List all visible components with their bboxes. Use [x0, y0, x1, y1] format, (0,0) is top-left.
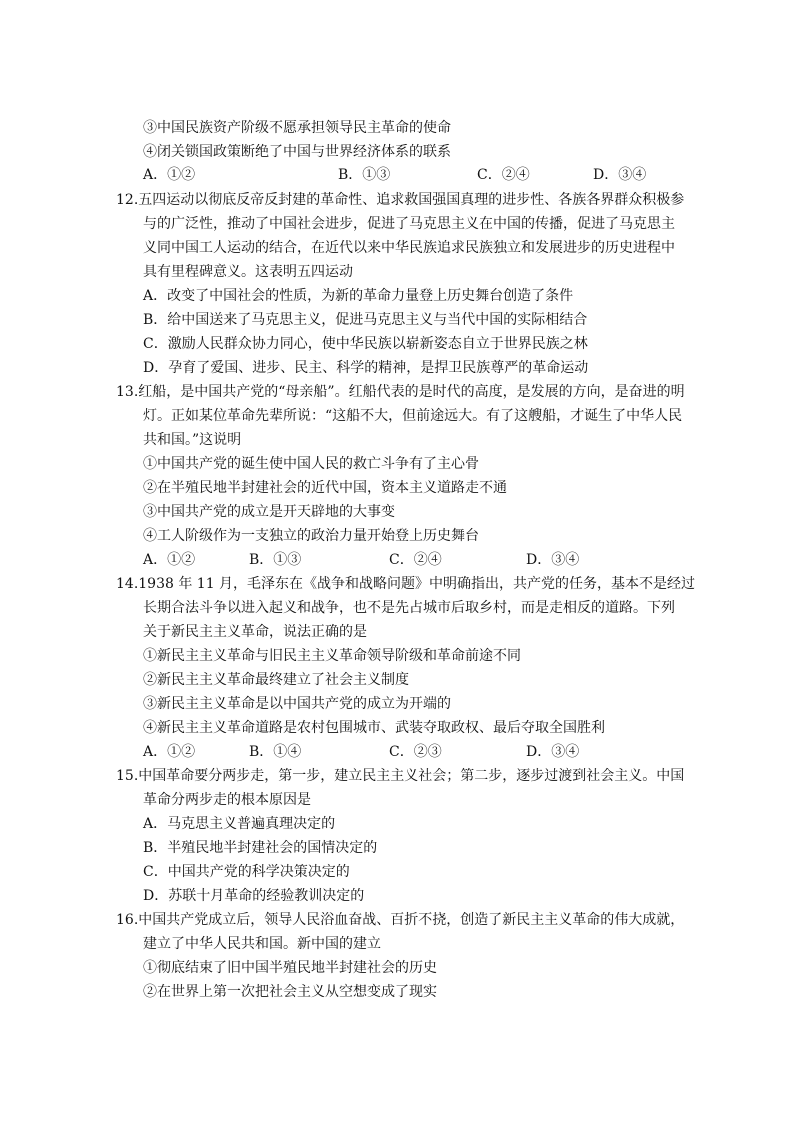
q13-stem-line-1: 13.红船，是中国共产党的“母亲船”。红船代表的是时代的高度，是发展的方向，是奋进的明 [116, 384, 685, 400]
q14-stem-line-1: 14.1938 年 11 月，毛泽东在《战争和战略问题》中明确指出，共产党的任务，基本不是经过 [116, 576, 696, 592]
q16-stem-line-1: 16.中国共产党成立后，领导人民浴血奋战、百折不挠，创造了新民主主义革命的伟大成就， [116, 912, 685, 928]
q12-choice-b[interactable]: B．给中国送来了马克思主义，促进马克思主义与当代中国的实际相结合 [143, 312, 588, 328]
q13-option-c[interactable]: C．②④ [389, 552, 442, 568]
q11-statement-3: ③中国民族资产阶级不愿承担领导民主革命的使命 [143, 120, 451, 136]
q11-statement-4: ④闭关锁国政策断绝了中国与世界经济体系的联系 [143, 144, 451, 160]
q13-statement-1: ①中国共产党的诞生使中国人民的救亡斗争有了主心骨 [143, 456, 479, 472]
q11-option-a[interactable]: A．①② [143, 167, 196, 183]
q12-choice-c[interactable]: C．激励人民群众协力同心，使中华民族以崭新姿态自立于世界民族之林 [143, 336, 588, 352]
q15-choice-a[interactable]: A．马克思主义普遍真理决定的 [143, 816, 336, 832]
q15-choice-d[interactable]: D．苏联十月革命的经验教训决定的 [143, 888, 365, 904]
q12-choice-d[interactable]: D．孕育了爱国、进步、民主、科学的精神，是捍卫民族尊严的革命运动 [143, 360, 589, 376]
q16-stem-line-2: 建立了中华人民共和国。新中国的建立 [143, 936, 381, 952]
q12-stem-line-3: 义同中国工人运动的结合，在近代以来中华民族追求民族独立和发展进步的历史进程中 [143, 240, 675, 256]
q13-option-d[interactable]: D．③④ [526, 552, 580, 568]
q13-option-a[interactable]: A．①② [143, 552, 196, 568]
q13-options [143, 551, 613, 569]
q14-statement-4: ④新民主主义革命道路是农村包围城市、武装夺取政权、最后夺取全国胜利 [143, 720, 605, 736]
q14-stem-line-3: 关于新民主主义革命，说法正确的是 [143, 624, 367, 640]
q15-stem-line-1: 15.中国革命要分两步走，第一步，建立民主主义社会；第二步，逐步过渡到社会主义。中国 [116, 768, 685, 784]
q13-statement-4: ④工人阶级作为一支独立的政治力量开始登上历史舞台 [143, 528, 479, 544]
q14-statement-1: ①新民主主义革命与旧民主主义革命领导阶级和革命前途不同 [143, 648, 521, 664]
q14-option-b[interactable]: B．①④ [249, 744, 302, 760]
q15-choice-c[interactable]: C．中国共产党的科学决策决定的 [143, 864, 350, 880]
q13-statement-3: ③中国共产党的成立是开天辟地的大事变 [143, 504, 395, 520]
q11-option-d[interactable]: D．③④ [593, 167, 647, 183]
q11-options [143, 166, 663, 184]
q13-statement-2: ②在半殖民地半封建社会的近代中国，资本主义道路走不通 [143, 480, 507, 496]
q13-stem-line-2: 灯。正如某位革命先辈所说：“这船不大，但前途远大。有了这艘船，才诞生了中华人民 [143, 408, 683, 424]
q14-stem-line-2: 长期合法斗争以进入起义和战争，也不是先占城市后取乡村，而是走相反的道路。下列 [143, 600, 675, 616]
q14-options [143, 743, 613, 761]
q14-option-a[interactable]: A．①② [143, 744, 196, 760]
q13-option-b[interactable]: B．①③ [249, 552, 302, 568]
q12-stem-line-4: 具有里程碑意义。这表明五四运动 [143, 264, 353, 280]
q12-stem-line-1: 12.五四运动以彻底反帝反封建的革命性、追求救国强国真理的进步性、各族各界群众积极参 [116, 192, 685, 208]
q16-statement-2: ②在世界上第一次把社会主义从空想变成了现实 [143, 984, 437, 1000]
q15-stem-line-2: 革命分两步走的根本原因是 [143, 792, 311, 808]
q14-statement-2: ②新民主主义革命最终建立了社会主义制度 [143, 672, 409, 688]
q12-choice-a[interactable]: A．改变了中国社会的性质，为新的革命力量登上历史舞台创造了条件 [143, 288, 574, 304]
q14-option-d[interactable]: D．③④ [526, 744, 580, 760]
q13-stem-line-3: 共和国。”这说明 [143, 432, 242, 448]
q11-option-c[interactable]: C．②④ [477, 167, 530, 183]
q14-statement-3: ③新民主主义革命是以中国共产党的成立为开端的 [143, 696, 451, 712]
q15-choice-b[interactable]: B．半殖民地半封建社会的国情决定的 [143, 840, 378, 856]
q12-stem-line-2: 与的广泛性，推动了中国社会进步，促进了马克思主义在中国的传播，促进了马克思主 [143, 216, 675, 232]
q14-option-c[interactable]: C．②③ [389, 744, 442, 760]
q16-statement-1: ①彻底结束了旧中国半殖民地半封建社会的历史 [143, 960, 437, 976]
q11-option-b[interactable]: B．①③ [338, 167, 391, 183]
